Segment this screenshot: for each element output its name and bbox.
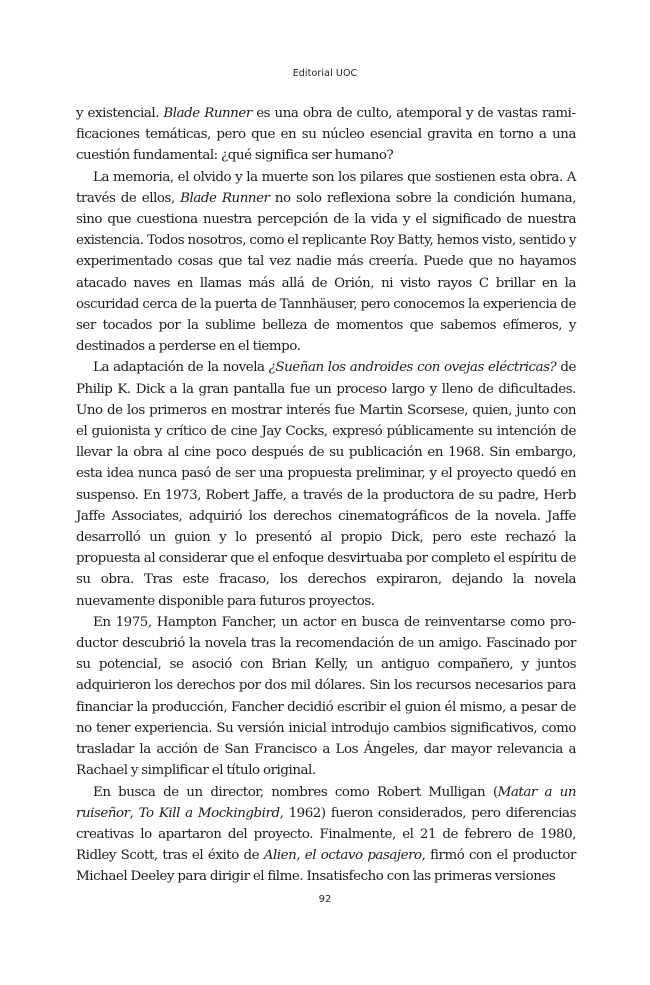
paragraph-4: [76, 612, 576, 782]
body-text: [76, 103, 576, 888]
text-run: La memoria, el olvido y la muerte son los pilares que sostienen esta obra. A través de ellos,: [76, 169, 576, 206]
text-run: , 1962) fueron considerados, pero diferencias creativas lo apartaron del proyecto. Finalmente, el 21 de febrero de 1980, Ridley Scott, tras el éxito de: [76, 805, 576, 864]
paragraph-1: [76, 103, 576, 167]
italic-title: To Kill a Mockingbird: [138, 805, 280, 821]
paragraph-5: [76, 782, 576, 888]
text-run: ,: [129, 805, 139, 821]
text-run: es una obra de culto, atemporal y de vastas ramificaciones temáticas, pero que en su núcleo esencial gravita en torno a una cuestión fundamental: ¿qué significa ser humano?: [76, 106, 576, 164]
running-header: Editorial UOC: [292, 68, 358, 79]
page-number: 92: [318, 894, 332, 905]
italic-title: ¿Sueñan los androides con ovejas eléctricas?: [268, 360, 557, 376]
paragraph-2: [76, 167, 576, 358]
text-run: En busca de un director, nombres como Robert Mulligan (: [93, 784, 498, 800]
text-run: En 1975, Hampton Fancher, un actor en busca de reinventarse como productor descubrió la novela tras la recomendación de un amigo. Fascinado por su potencial, se asoció con Brian Kelly, un antiguo compañero, y juntos adquirieron los derechos por dos mil dólares. Sin los recursos necesarios para financiar la producción, Fancher decidió escribir el guion él mismo, a pesar de no tener experiencia. Su versión inicial introdujo cambios significativos, como trasladar la acción de San Francisco a Los Ángeles, dar mayor relevancia a Rachael y simplificar el título original.: [76, 614, 576, 779]
text-run: , firmó con el productor Michael Deeley para dirigir el filme. Insatisfecho con las primeras versiones: [76, 848, 576, 885]
text-run: La adaptación de la novela: [93, 360, 269, 376]
italic-title: Matar a un ruiseñor: [76, 784, 576, 821]
text-run: no solo reflexiona sobre la condición humana, sino que cuestiona nuestra percepción de la vida y el significado de nuestra existencia. Todos nosotros, como el replicante Roy Batty, hemos visto, sentido y experimentado cosas que tal vez nadie más creería. Puede que no hayamos atacado naves en llamas más allá de Orión, ni visto rayos C brillar en la oscuridad cerca de la puerta de Tannhäuser, pero conocemos la experiencia de ser tocados por la sublime belleza de momentos que sabemos efímeros, y destinados a perderse en el tiempo.: [76, 190, 576, 355]
italic-title: Alien, el octavo pasajero: [263, 848, 422, 864]
text-run: de Philip K. Dick a la gran pantalla fue un proceso largo y lleno de dificultades. Uno de los primeros en mostrar interés fue Martin Scorsese, quien, junto con el guionista y crítico de cine Jay Cocks, expresó públicamente su intención de llevar la obra al cine poco después de su publicación en 1968. Sin embargo, esta idea nunca pasó de ser una propuesta preliminar, y el proyecto quedó en suspenso. En 1973, Robert Jaffe, a través de la productora de su padre, Herb Jaffe Associates, adquirió los derechos cinematográficos de la novela. Jaffe desarrolló un guion y lo presentó al propio Dick, pero este rechazó la propuesta al considerar que el enfoque desvirtuaba por completo el espíritu de su obra. Tras este fracaso, los derechos expiraron, dejando la novela nuevamente disponible para futuros proyectos.: [76, 360, 577, 609]
paragraph-3: [76, 357, 576, 611]
italic-title: Blade Runner: [163, 106, 252, 121]
text-run: y existencial.: [76, 106, 164, 121]
italic-title: Blade Runner: [180, 190, 270, 206]
